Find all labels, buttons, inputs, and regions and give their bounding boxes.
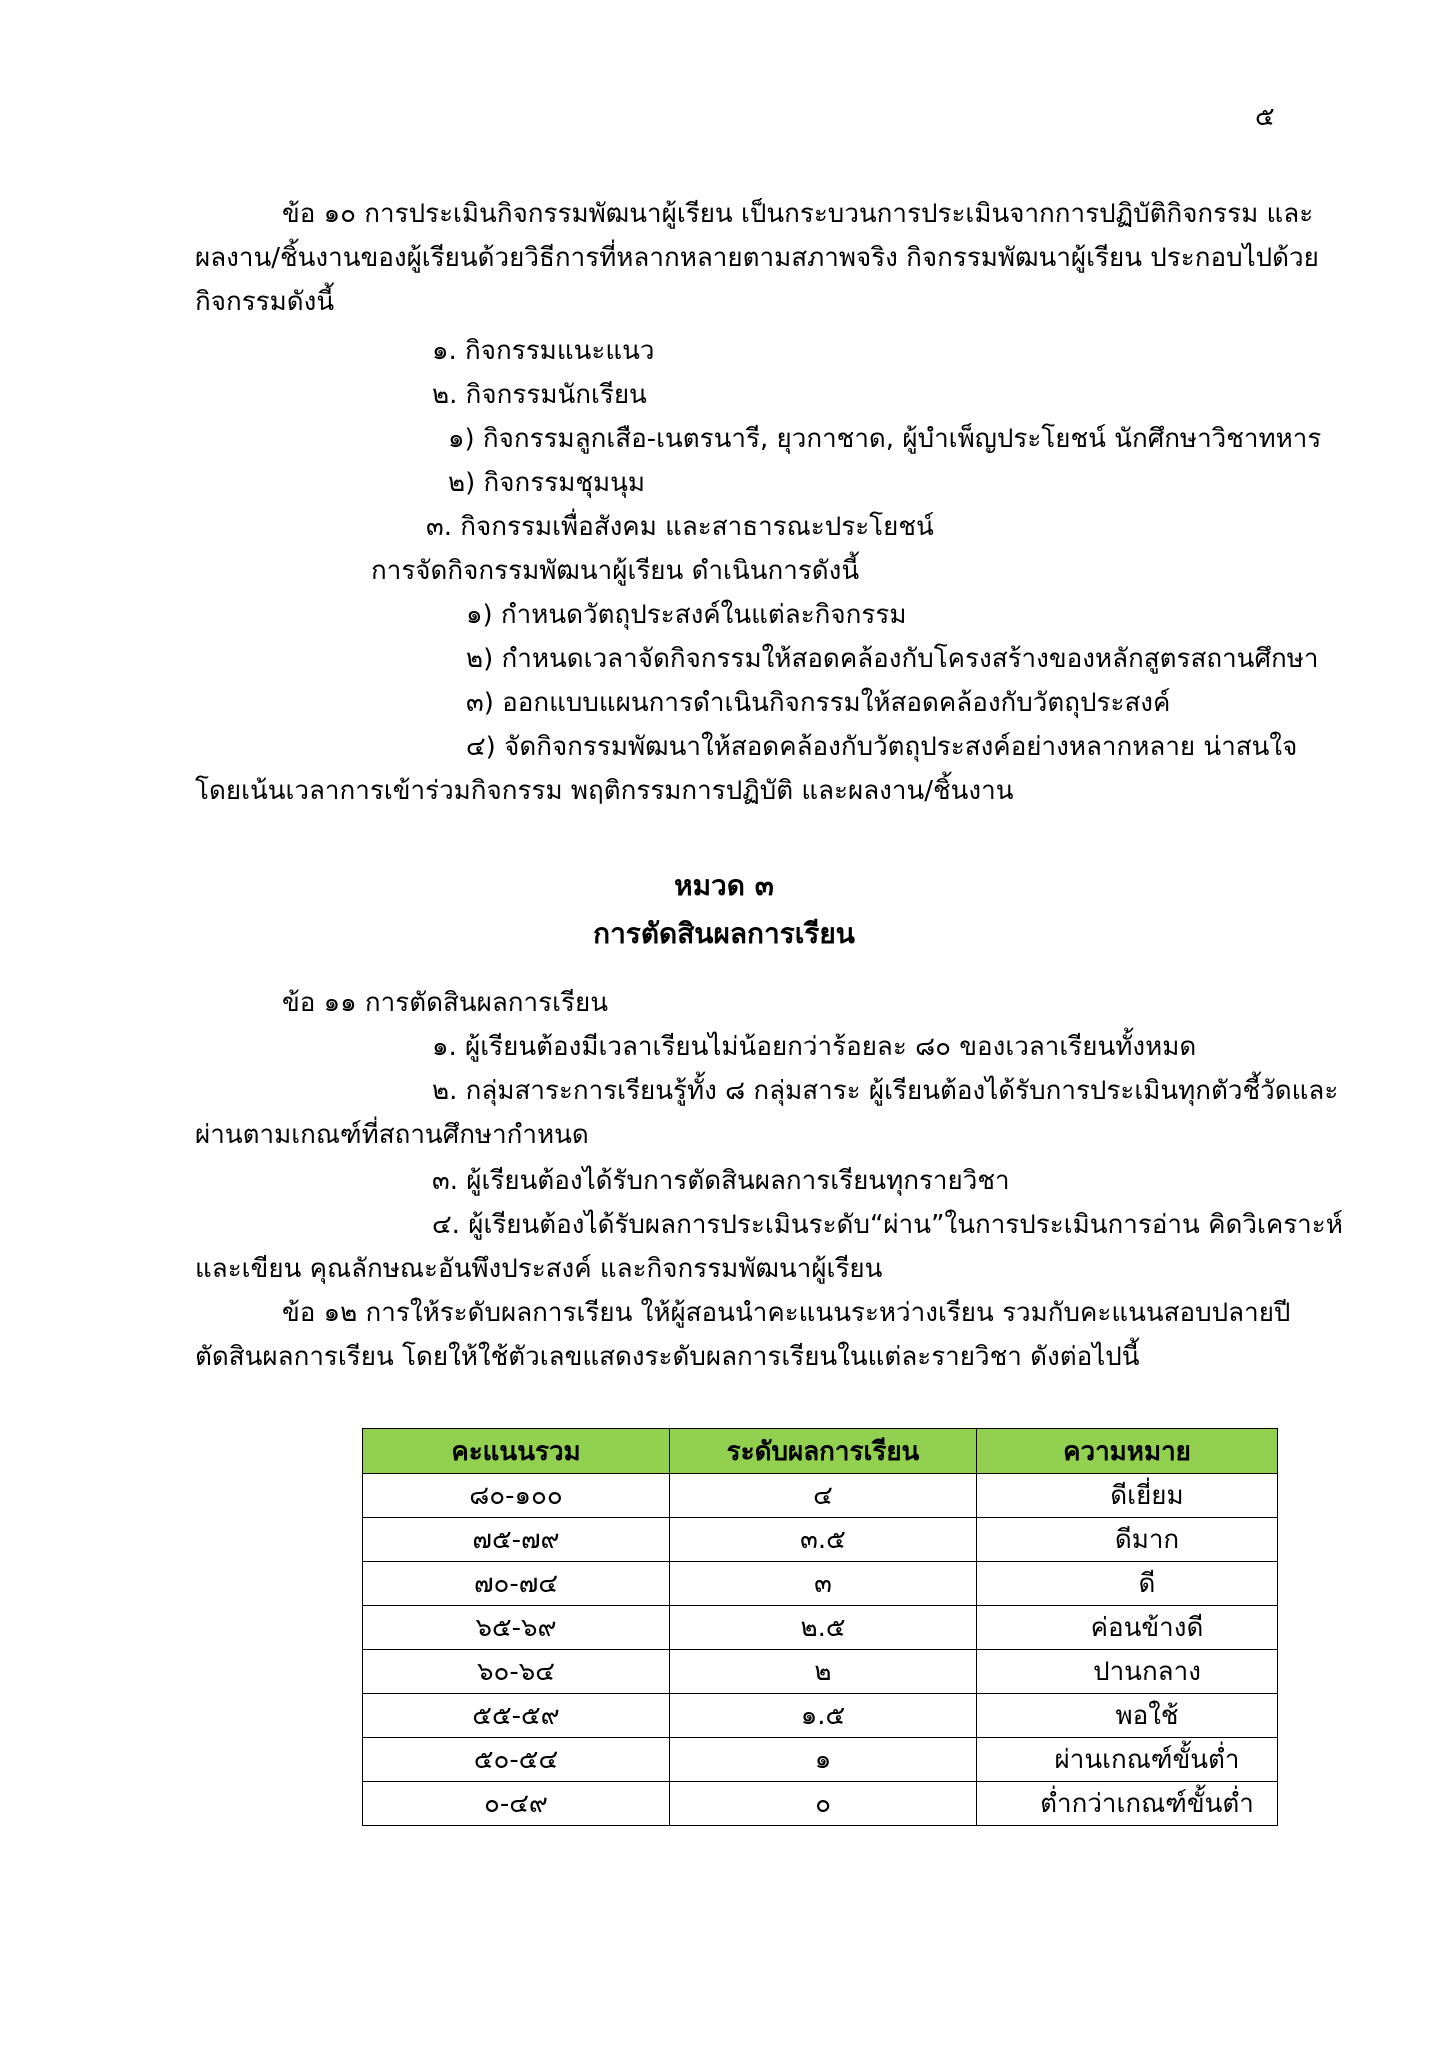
meaning-cell: ต่ำกว่าเกณฑ์ขั้นต่ำ [977,1782,1278,1826]
table-row [363,1562,1278,1606]
meaning-cell: ดีเยี่ยม [977,1474,1278,1518]
meaning-cell: ดีมาก [977,1518,1278,1562]
header-meaning: ความหมาย [977,1429,1278,1474]
table-row [363,1650,1278,1694]
process-intro: การจัดกิจกรรมพัฒนาผู้เรียน ดำเนินการดังนี้ [371,556,860,586]
score-range-cell: ๕๐-๕๔ [363,1738,670,1782]
clause11-item: ๒. กลุ่มสาระการเรียนรู้ทั้ง ๘ กลุ่มสาระ ผู้เรียนต้องได้รับการประเมินทุกตัวชี้วัดและ [432,1076,1339,1106]
table-row [363,1518,1278,1562]
header-total-score: คะแนนรวม [363,1429,670,1474]
clause11-item-cont: ผ่านตามเกณฑ์ที่สถานศึกษากำหนด [195,1120,589,1150]
clause10-line1: ข้อ ๑๐ การประเมินกิจกรรมพัฒนาผู้เรียน เป็นกระบวนการประเมินจากการปฏิบัติกิจกรรม และ [282,199,1314,229]
clause10-line2: ผลงาน/ชิ้นงานของผู้เรียนด้วยวิธีการที่หลากหลายตามสภาพจริง กิจกรรมพัฒนาผู้เรียน ประกอบไปด้วย [195,243,1319,273]
grade-table [362,1428,1278,1826]
table-row [363,1782,1278,1826]
grade-cell: ๒.๕ [670,1606,977,1650]
activity-item: ๓. กิจกรรมเพื่อสังคม และสาธารณะประโยชน์ [426,512,934,542]
table-row [363,1474,1278,1518]
header-grade-level: ระดับผลการเรียน [670,1429,977,1474]
page-number: ๕ [1255,102,1275,132]
clause11-item: ๑. ผู้เรียนต้องมีเวลาเรียนไม่น้อยกว่าร้อยละ ๘๐ ของเวลาเรียนทั้งหมด [432,1032,1197,1062]
grade-cell: ๒ [670,1650,977,1694]
process-tail: โดยเน้นเวลาการเข้าร่วมกิจกรรม พฤติกรรมการปฏิบัติ และผลงาน/ชิ้นงาน [195,776,1014,806]
meaning-cell: ค่อนข้างดี [977,1606,1278,1650]
grade-cell: ๑ [670,1738,977,1782]
activity-item: ๑. กิจกรรมแนะแนว [432,336,655,366]
section-subtitle: การตัดสินผลการเรียน [593,917,855,950]
score-range-cell: ๖๕-๖๙ [363,1606,670,1650]
table-row [363,1738,1278,1782]
table-header-row [363,1429,1278,1474]
meaning-cell: ปานกลาง [977,1650,1278,1694]
grade-cell: ๓ [670,1562,977,1606]
table-row [363,1606,1278,1650]
score-range-cell: ๕๕-๕๙ [363,1694,670,1738]
activity-item: ๒. กิจกรรมนักเรียน [432,380,647,410]
score-range-cell: ๐-๔๙ [363,1782,670,1826]
grade-cell: ๓.๕ [670,1518,977,1562]
section-title: หมวด ๓ [674,869,774,902]
process-item: ๔) จัดกิจกรรมพัฒนาให้สอดคล้องกับวัตถุประสงค์อย่างหลากหลาย น่าสนใจ [466,732,1298,762]
clause12-line2: ตัดสินผลการเรียน โดยให้ใช้ตัวเลขแสดงระดับผลการเรียนในแต่ละรายวิชา ดังต่อไปนี้ [195,1342,1140,1372]
clause11-item: ๓. ผู้เรียนต้องได้รับการตัดสินผลการเรียนทุกรายวิชา [432,1166,1010,1196]
process-item: ๑) กำหนดวัตถุประสงค์ในแต่ละกิจกรรม [466,600,907,630]
score-range-cell: ๖๐-๖๔ [363,1650,670,1694]
process-item: ๓) ออกแบบแผนการดำเนินกิจกรรมให้สอดคล้องกับวัตถุประสงค์ [466,688,1171,718]
score-range-cell: ๗๕-๗๙ [363,1518,670,1562]
clause11-title: ข้อ ๑๑ การตัดสินผลการเรียน [282,988,608,1018]
clause12-line1: ข้อ ๑๒ การให้ระดับผลการเรียน ให้ผู้สอนนำคะแนนระหว่างเรียน รวมกับคะแนนสอบปลายปี [282,1298,1291,1328]
grade-cell: ๑.๕ [670,1694,977,1738]
activity-subitem: ๒) กิจกรรมชุมนุม [448,468,646,498]
grade-cell: ๐ [670,1782,977,1826]
clause11-item-cont: และเขียน คุณลักษณะอันพึงประสงค์ และกิจกรรมพัฒนาผู้เรียน [195,1254,883,1284]
meaning-cell: พอใช้ [977,1694,1278,1738]
meaning-cell: ดี [977,1562,1278,1606]
activity-subitem: ๑) กิจกรรมลูกเสือ-เนตรนารี, ยุวกาชาด, ผู้บำเพ็ญประโยชน์ นักศึกษาวิชาทหาร [448,424,1322,454]
meaning-cell: ผ่านเกณฑ์ขั้นต่ำ [977,1738,1278,1782]
score-range-cell: ๘๐-๑๐๐ [363,1474,670,1518]
grade-cell: ๔ [670,1474,977,1518]
table-row [363,1694,1278,1738]
clause11-item: ๔. ผู้เรียนต้องได้รับผลการประเมินระดับ“ผ่าน”ในการประเมินการอ่าน คิดวิเคราะห์ [432,1210,1343,1240]
clause10-line3: กิจกรรมดังนี้ [195,287,335,317]
process-item: ๒) กำหนดเวลาจัดกิจกรรมให้สอดคล้องกับโครงสร้างของหลักสูตรสถานศึกษา [466,644,1319,674]
score-range-cell: ๗๐-๗๔ [363,1562,670,1606]
